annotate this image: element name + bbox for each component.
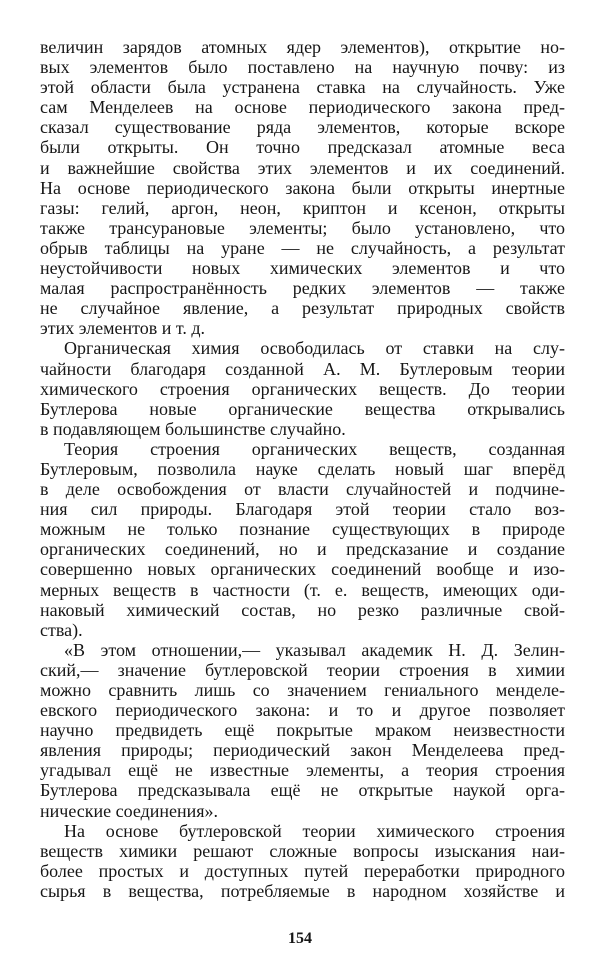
text-line: ния сил природы. Благодаря этой теории стало воз- bbox=[40, 499, 565, 520]
text-line: Теория строения органических веществ, созданная bbox=[64, 438, 565, 459]
text-line: можным не только познание существующих в природе bbox=[40, 519, 565, 540]
text-line: научно предвидеть ещё покрытые мраком неизвестности bbox=[40, 720, 565, 741]
text-line: совершенно новых органических соединений вообще и изо- bbox=[40, 559, 565, 580]
text-line: величин зарядов атомных ядер элементов), открытие но- bbox=[40, 37, 565, 57]
text-line: в деле освобождения от власти случайностей и подчине- bbox=[40, 479, 565, 500]
text-line: веществ химики решают сложные вопросы изыскания наи- bbox=[40, 840, 565, 861]
text-line: обрыв таблицы на уране — не случайность, а результат bbox=[40, 237, 565, 258]
text-line: евского периодического закона: и то и другое позволяет bbox=[40, 700, 565, 721]
page-body bbox=[40, 37, 565, 901]
text-line: также трансурановые элементы; было установлено, что bbox=[40, 217, 565, 238]
text-line: чайности благодаря созданной А. М. Бутлеровым теории bbox=[40, 358, 565, 379]
text-line: сырья в вещества, потребляемые в народном хозяйстве и bbox=[40, 880, 565, 901]
text-line: ства). bbox=[40, 619, 83, 640]
text-line: сказал существование ряда элементов, которые вскоре bbox=[40, 117, 565, 138]
text-line: нические соединения». bbox=[40, 800, 219, 821]
page-number: 154 bbox=[288, 930, 312, 947]
text-line: угадывал ещё не известные элементы, а теория строения bbox=[40, 760, 565, 781]
paragraph bbox=[40, 37, 565, 338]
text-line: химического строения органических веществ. До теории bbox=[40, 378, 565, 399]
text-line: ский,— значение бутлеровской теории строения в химии bbox=[40, 659, 565, 680]
text-line: Бутлерова новые органические вещества открывались bbox=[40, 398, 565, 419]
text-line: более простых и доступных путей переработки природного bbox=[40, 860, 565, 881]
text-line: не случайное явление, а результат природных свойств bbox=[40, 298, 565, 319]
paragraph bbox=[40, 821, 565, 901]
text-line: газы: гелий, аргон, неон, криптон и ксенон, открыты bbox=[40, 197, 565, 218]
text-line: На основе периодического закона были открыты инертные bbox=[40, 177, 565, 198]
paragraph bbox=[40, 439, 565, 640]
text-line: малая распространённость редких элементов — также bbox=[40, 278, 565, 299]
text-line: сам Менделеев на основе периодического закона пред- bbox=[40, 97, 565, 118]
text-line: Органическая химия освободилась от ставки на слу- bbox=[64, 338, 565, 359]
text-line: органических соединений, но и предсказание и создание bbox=[40, 539, 565, 560]
text-line: в подавляющем большинстве случайно. bbox=[40, 418, 346, 439]
text-line: «В этом отношении,— указывал академик Н. Д. Зелин- bbox=[64, 639, 565, 660]
paragraph bbox=[40, 640, 565, 821]
text-line: вых элементов было поставлено на научную почву: из bbox=[40, 57, 565, 78]
text-line: были открыты. Он точно предсказал атомные веса bbox=[40, 137, 565, 158]
paragraph bbox=[40, 338, 565, 438]
text-line: неустойчивости новых химических элементов и что bbox=[40, 258, 565, 279]
text-line: можно сравнить лишь со значением гениального менделе- bbox=[40, 680, 565, 700]
text-line: этих элементов и т. д. bbox=[40, 318, 206, 339]
text-line: Бутлеровым, позволила науке сделать новый шаг вперёд bbox=[40, 458, 565, 479]
text-line: наковый химический состав, но резко различные свой- bbox=[40, 599, 565, 620]
text-line: этой области была устранена ставка на случайность. Уже bbox=[40, 77, 565, 98]
text-line: явления природы; периодический закон Менделеева пред- bbox=[40, 740, 565, 761]
text-line: Бутлерова предсказывала ещё не открытые наукой орга- bbox=[40, 780, 565, 801]
text-line: и важнейшие свойства этих элементов и их соединений. bbox=[40, 157, 565, 178]
text-line: На основе бутлеровской теории химического строения bbox=[64, 820, 565, 841]
text-line: мерных веществ в частности (т. е. веществ, имеющих оди- bbox=[40, 579, 565, 600]
